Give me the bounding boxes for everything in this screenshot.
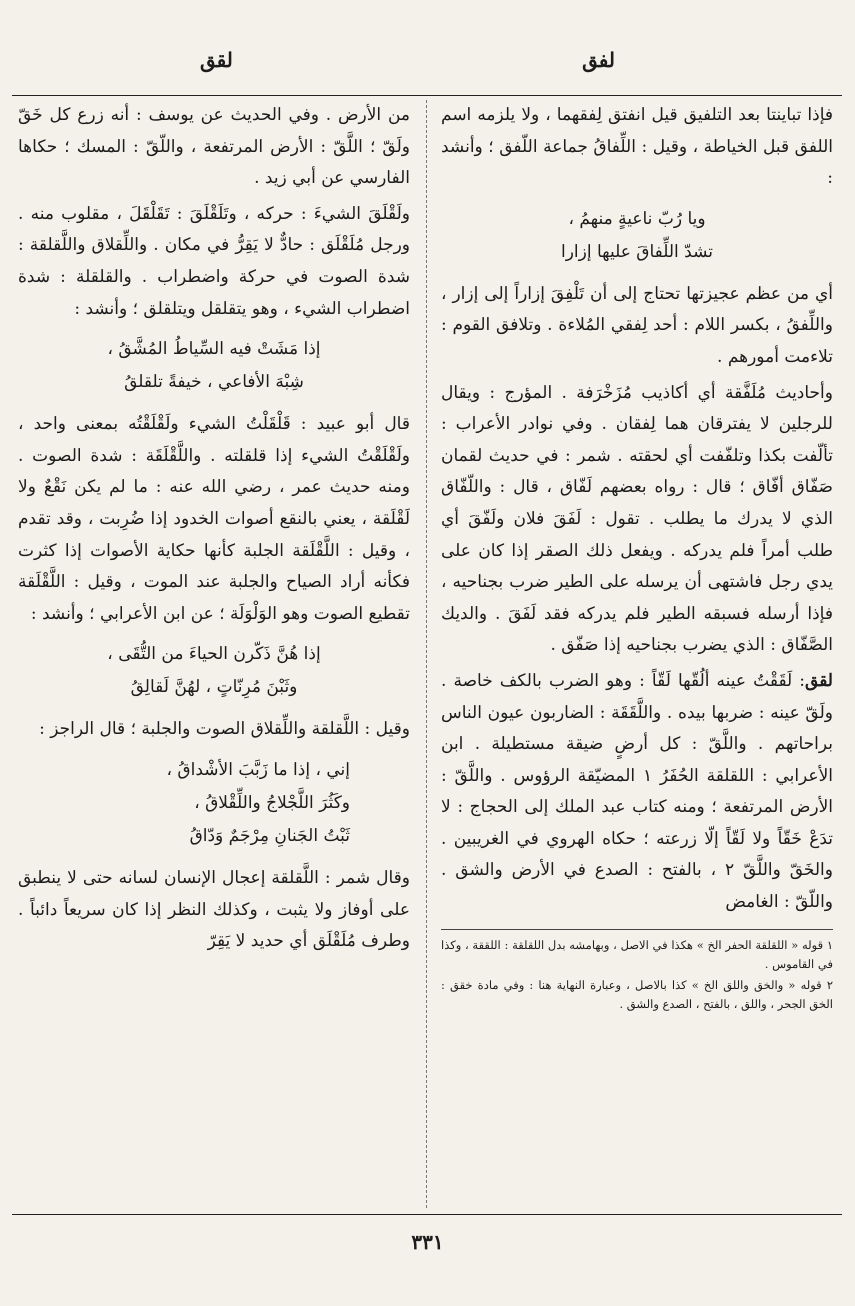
entry-paragraph (441, 666, 833, 919)
footnote: ١ قوله « اللقلقة الحفر الخ » هكذا في الاصل ، وبهامشه بدل اللقلقة : اللققة ، وكذا في القاموس . (441, 937, 833, 971)
paragraph: قال أبو عبيد : قَلْقَلْتُ الشيء ولَقْلَقْتُه بمعنى واحد ، ولَقْلَقْتُ الشيء إذا قلقلته . واللَّقْلَقَة : شدة الصوت . ومنه حديث عمر ، رضي الله عنه : ما لم يكن نَقْعٌ ولا لَقْلَقة ، يعني بالنقع أصوات الخدود إذا ضُرِبت ، وقد تقدم ، وقيل : اللَّقْلَقة الجلبة كأنها حكاية الأصوات إذا كثرت فكأنه أراد الصياح والجلبة عند الموت ، وقيل : اللَّقْلَقة تقطيع الصوت وهو الوَلْوَلَة ؛ عن ابن الأعرابي ؛ وأنشد : (18, 414, 410, 624)
footnote: ٢ قوله « والخق واللق الخ » كذا بالاصل ، وعبارة النهاية هنا : وفي مادة خقق : الخق الجحر ، واللق ، بالفتح ، الصدع والشق . (441, 977, 833, 1011)
entry-text: : لَقَقْتُ عينه ألُقّها لَقّاً : وهو الضرب بالكف خاصة . ولَقّ عينه : ضربها بيده . واللَّقَقَة : الضاربون عيون الناس براحاتهم . واللَّقّ : كل أرضٍ ضيقة مستطيلة . ابن الأعرابي : اللقلقة الحُفَرُ ١ المضيّقة الرؤوس . واللَّقّ : الأرض المرتفعة ؛ ومنه كتاب عبد الملك إلى الحجاج : لا تدَعْ خَقّاً ولا لَقّاً إلّا زرعته ؛ حكاه الهروي في الغريبين . والخَقّ واللَّقّ ٢ ، بالفتح : الصدع في الأرض والشق . واللّقّ : الغامض (441, 670, 833, 913)
footer-rule (12, 1214, 842, 1215)
left-column (18, 100, 410, 1200)
entry-headword: لقق (805, 670, 833, 691)
verse-line: إذا مَشَتْ فيه السِّياطُ المُشَّقُ ، (107, 339, 321, 360)
footnote-rule (441, 929, 833, 930)
verse (18, 754, 410, 853)
paragraph: فإذا تباينتا بعد التلفيق قيل انفتق لِفقهما ، ولا يلزمه اسم اللفق قبل الخياطة ، وقيل : اللِّفاقُ جماعة اللّفق ؛ وأنشد : (441, 105, 833, 189)
verse (18, 638, 410, 704)
right-column (441, 100, 833, 1200)
footnotes (441, 936, 833, 1014)
verse (441, 203, 833, 269)
verse-line: تشدّ اللِّفاقَ عليها إزارا (560, 241, 714, 262)
verse-line: وثَبْنَ مُرِنّاتٍ ، لهُنَّ لَقالِقُ (130, 677, 298, 698)
verse (18, 333, 410, 399)
paragraph: أي من عظم عجيزتها تحتاج إلى أن تَلْفِقَ إزاراً إلى إزار ، واللِّفقُ ، بكسر اللام : أحد لِفقي المُلاءة . وتلافق القوم : تلاءمت أمورهم . (441, 283, 833, 367)
paragraph: من الأرض . وفي الحديث عن يوسف : أنه زرع كل خَقّ ولَقّ ؛ اللَّقّ : الأرض المرتفعة ، واللّقّ : المسك ؛ حكاها الفارسي عن أبي زيد . (18, 105, 410, 189)
paragraph: ولَقْلَقَ الشيءَ : حركه ، وتَلَقْلَقَ : تَقَلْقَلَ ، مقلوب منه . ورجل مُلَقْلَق : حادٌّ لا يَقِرُّ في مكان . واللِّقلاق واللَّقلقة : شدة الصوت في حركة واضطراب . والقلقلة : شدة اضطراب الشيء ، وهو يتقلقل ويتلقلق ؛ وأنشد : (18, 203, 410, 319)
header-headword-right: لفق (582, 48, 615, 72)
verse-line: ثَبْتُ الجَنانِ مِرْجَمٌ وَدّاقُ (189, 825, 350, 846)
header-rule (12, 95, 842, 96)
verse-line: وكَثُرَ اللَّجْلاجُ واللِّقْلاقُ ، (194, 792, 350, 813)
header-headword-left: لقق (200, 48, 233, 72)
paragraph: وأحاديث مُلَفَّقة أي أكاذيب مُزَخْرَفة . المؤرج : ويقال للرجلين لا يفترقان هما لِفقان . وفي نوادر الأعراب : تألّفت بكذا وتلفّفت أي لحقته . شمر : في حديث لقمان صَفّاق أفّاق ؛ قال : رواه بعضهم لَفّاق ، قال : واللّفّاق الذي لا يدرك ما يطلب . تقول : لَفَقَ فلان ولَفّقَ أي طلب أمراً فلم يدركه . ويفعل ذلك الصقر إذا كان على يدي رجل فاشتهى أن يرسله على الطير ضرب بجناحيه ، فإذا أرسله فسبقه الطير فلم يدركه فقد لَفَقَ . والديك الصَّفّاق : الذي يضرب بجناحيه إذا صَفّق . (441, 382, 833, 656)
paragraph: وقيل : اللَّقلقة واللِّقلاق الصوت والجلبة ؛ قال الراجز : (39, 719, 410, 740)
paragraph: وقال شمر : اللَّقلقة إعجال الإنسان لسانه حتى لا ينطبق على أوفاز ولا يثبت ، وكذلك النظر إذا كان سريعاً دائباً . وطرف مُلَقْلَق أي حديد لا يَقِرّ (18, 867, 410, 952)
column-divider (426, 100, 427, 1208)
page-number: ٣٣١ (411, 1230, 444, 1254)
verse-line: إني ، إذا ما زَبَّبَ الأشْداقُ ، (166, 759, 350, 780)
verse-line: ويا رُبّ ناعيةٍ منهمُ ، (568, 208, 706, 229)
verse-line: إذا هُنَّ ذَكّرن الحياءَ من التُّقَى ، (107, 644, 321, 665)
verse-line: شِبْهَ الأفاعي ، خيفةً تلقلقُ (124, 372, 304, 393)
